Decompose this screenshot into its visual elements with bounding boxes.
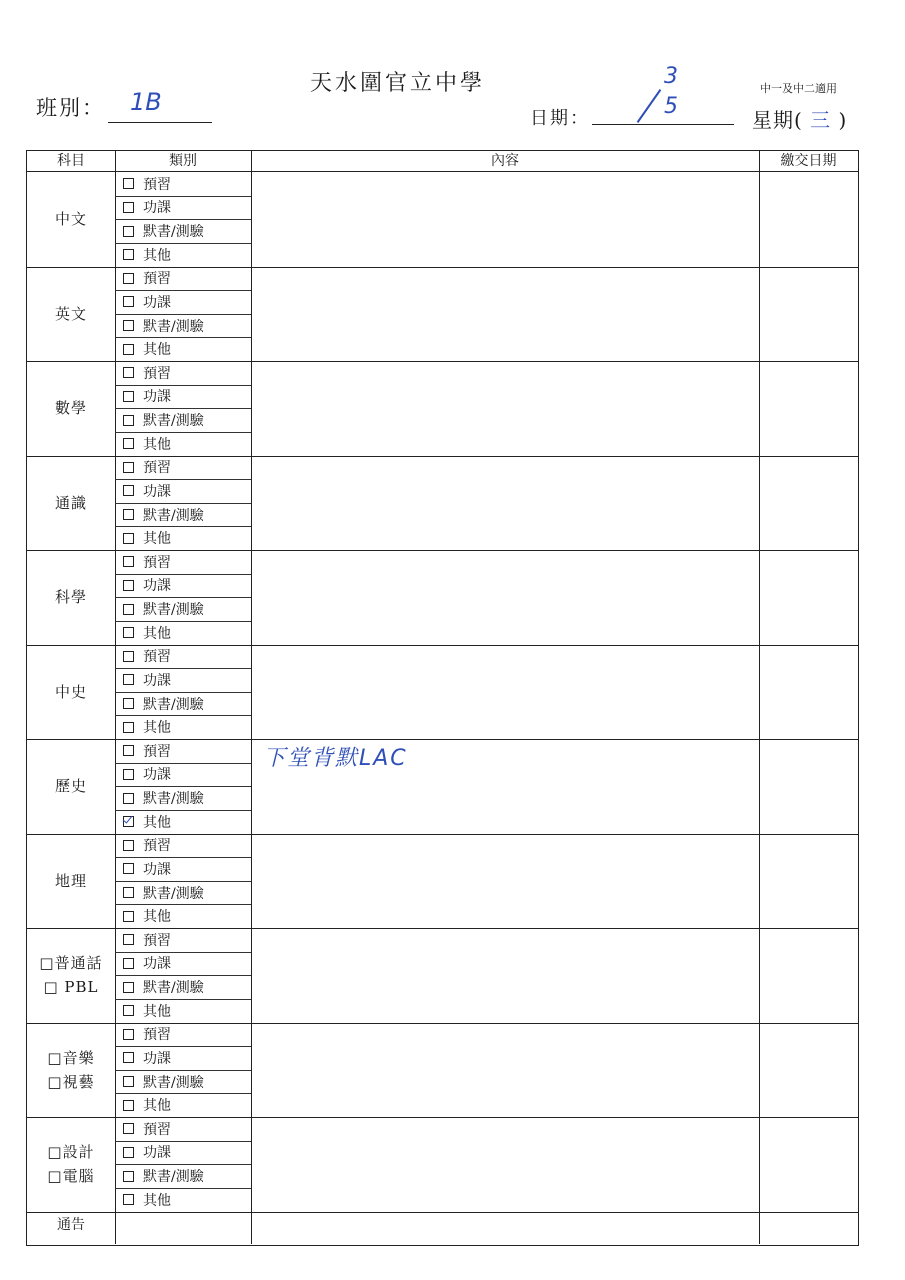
category-option[interactable] <box>123 975 251 999</box>
category-label: 其他 <box>143 436 171 453</box>
category-label: 預習 <box>143 649 171 666</box>
category-divider <box>115 1093 251 1094</box>
category-option[interactable] <box>123 952 251 976</box>
category-label: 功課 <box>143 389 171 406</box>
category-option[interactable] <box>123 645 251 669</box>
category-option[interactable] <box>123 1117 251 1141</box>
category-label: 功課 <box>143 200 171 217</box>
category-option[interactable] <box>123 243 251 267</box>
category-divider <box>115 668 251 669</box>
subject-name-line: □電腦 <box>47 1167 95 1186</box>
category-label: 功課 <box>143 1050 171 1067</box>
checkbox[interactable] <box>123 438 134 449</box>
subject-name-line: 中文 <box>54 210 87 229</box>
category-label: 默書/測驗 <box>143 791 204 808</box>
date-field-line <box>592 124 734 125</box>
class-field-line <box>108 122 212 123</box>
category-label: 功課 <box>143 294 171 311</box>
category-divider <box>115 337 251 338</box>
checkbox[interactable] <box>123 1029 134 1040</box>
category-divider <box>115 621 251 622</box>
category-option[interactable] <box>123 172 251 196</box>
checkbox[interactable] <box>123 273 134 284</box>
checkbox[interactable] <box>123 698 134 709</box>
category-option[interactable] <box>123 408 251 432</box>
checkbox[interactable] <box>123 887 134 898</box>
checkbox[interactable] <box>123 1171 134 1182</box>
subject-name-line: □視藝 <box>47 1072 95 1091</box>
category-option[interactable] <box>123 834 251 858</box>
category-label: 預習 <box>143 1121 171 1138</box>
category-divider <box>115 408 251 409</box>
category-divider <box>115 763 251 764</box>
category-option[interactable] <box>123 196 251 220</box>
category-label: 其他 <box>143 720 171 737</box>
category-option[interactable] <box>123 739 251 763</box>
subject-name <box>27 267 115 362</box>
category-label: 功課 <box>143 956 171 973</box>
subject-name-line: 中史 <box>54 682 87 701</box>
checkbox[interactable] <box>123 863 134 874</box>
checkbox[interactable] <box>123 1052 134 1063</box>
subject-name-line: □ PBL <box>43 978 99 997</box>
category-label: 功課 <box>143 483 171 500</box>
category-divider <box>115 479 251 480</box>
subject-name <box>27 550 115 645</box>
checkbox[interactable] <box>123 533 134 544</box>
date-day[interactable]: 5 <box>664 94 678 119</box>
category-label: 其他 <box>143 625 171 642</box>
category-option[interactable] <box>123 526 251 550</box>
category-label: 其他 <box>143 342 171 359</box>
category-label: 功課 <box>143 861 171 878</box>
category-divider <box>115 526 251 527</box>
checkbox[interactable] <box>123 509 134 520</box>
category-label: 功課 <box>143 672 171 689</box>
category-label: 其他 <box>143 1192 171 1209</box>
category-divider <box>115 1070 251 1071</box>
subject-name-line: 數學 <box>54 399 87 418</box>
date-slash <box>637 89 662 123</box>
category-divider <box>115 574 251 575</box>
subject-name-line: □設計 <box>47 1143 95 1162</box>
category-option[interactable] <box>123 432 251 456</box>
category-divider <box>115 385 251 386</box>
checkbox[interactable] <box>123 674 134 685</box>
category-option[interactable] <box>123 904 251 928</box>
category-divider <box>115 243 251 244</box>
checkbox[interactable] <box>123 580 134 591</box>
category-label: 默書/測驗 <box>143 602 204 619</box>
checkbox[interactable] <box>123 391 134 402</box>
category-option[interactable] <box>123 479 251 503</box>
checkbox[interactable] <box>123 651 134 662</box>
category-divider <box>115 1188 251 1189</box>
checkbox[interactable] <box>123 1100 134 1111</box>
category-option[interactable] <box>123 857 251 881</box>
category-label: 默書/測驗 <box>143 980 204 997</box>
category-divider <box>115 810 251 811</box>
category-divider <box>115 597 251 598</box>
category-option[interactable] <box>123 456 251 480</box>
checkbox[interactable] <box>123 911 134 922</box>
category-label: 默書/測驗 <box>143 318 204 335</box>
category-divider <box>115 999 251 1000</box>
category-divider <box>115 290 251 291</box>
category-divider <box>115 975 251 976</box>
category-divider <box>115 1141 251 1142</box>
subject-name-line: 科學 <box>54 588 87 607</box>
category-option[interactable] <box>123 1141 251 1165</box>
checkbox[interactable] <box>123 556 134 567</box>
category-option[interactable] <box>123 290 251 314</box>
category-option[interactable] <box>123 1188 251 1212</box>
category-option[interactable] <box>123 361 251 385</box>
category-label: 預習 <box>143 838 171 855</box>
category-label: 功課 <box>143 1145 171 1162</box>
date-label: 日期： <box>530 108 590 129</box>
category-label: 預習 <box>143 743 171 760</box>
category-option[interactable] <box>123 810 251 834</box>
category-label: 預習 <box>143 176 171 193</box>
subject-name <box>27 456 115 551</box>
column-header-due-date: 繳交日期 <box>759 151 858 172</box>
category-label: 默書/測驗 <box>143 885 204 902</box>
checkbox[interactable] <box>123 769 134 780</box>
category-option[interactable] <box>123 928 251 952</box>
checkbox[interactable] <box>123 604 134 615</box>
subject-name <box>27 361 115 456</box>
checkbox[interactable] <box>123 627 134 638</box>
category-divider <box>115 1046 251 1047</box>
class-label: 班別： <box>36 96 105 120</box>
checkbox[interactable] <box>123 367 134 378</box>
category-option[interactable] <box>123 763 251 787</box>
category-option[interactable] <box>123 1164 251 1188</box>
category-label: 默書/測驗 <box>143 1169 204 1186</box>
subject-name <box>27 928 115 1023</box>
category-divider <box>115 904 251 905</box>
category-label: 其他 <box>143 909 171 926</box>
category-option[interactable] <box>123 715 251 739</box>
weekday-value[interactable]: 三 <box>810 108 832 132</box>
content-entry[interactable]: 下堂背默LAC <box>263 746 408 771</box>
category-label: 其他 <box>143 1003 171 1020</box>
checkbox[interactable] <box>123 958 134 969</box>
category-label: 默書/測驗 <box>143 1074 204 1091</box>
category-option[interactable] <box>123 1093 251 1117</box>
category-divider <box>115 881 251 882</box>
category-option[interactable] <box>123 668 251 692</box>
subject-name-line: 通識 <box>54 493 87 512</box>
subject-name <box>27 739 115 834</box>
category-option[interactable] <box>123 621 251 645</box>
checkbox[interactable] <box>123 226 134 237</box>
category-option[interactable] <box>123 314 251 338</box>
checkbox[interactable] <box>123 793 134 804</box>
checkbox[interactable] <box>123 840 134 851</box>
subject-name-line: □普通話 <box>39 954 103 973</box>
weekday-label: 星期( <box>752 108 803 132</box>
date-month[interactable]: 3 <box>664 64 678 89</box>
checkbox[interactable] <box>123 249 134 260</box>
checkbox[interactable] <box>123 344 134 355</box>
notice-label: 通告 <box>57 1216 85 1233</box>
category-divider <box>115 715 251 716</box>
category-label: 功課 <box>143 767 171 784</box>
checkbox[interactable] <box>123 1005 134 1016</box>
category-divider <box>115 432 251 433</box>
column-divider <box>759 151 760 1244</box>
category-divider <box>115 952 251 953</box>
category-label: 默書/測驗 <box>143 413 204 430</box>
checkbox[interactable] <box>123 485 134 496</box>
checkbox[interactable] <box>123 296 134 307</box>
category-option[interactable] <box>123 1023 251 1047</box>
category-option[interactable] <box>123 881 251 905</box>
category-option[interactable] <box>123 999 251 1023</box>
subject-name <box>27 645 115 740</box>
category-divider <box>115 786 251 787</box>
category-option[interactable] <box>123 337 251 361</box>
category-option[interactable] <box>123 1070 251 1094</box>
category-option[interactable] <box>123 219 251 243</box>
checkbox[interactable] <box>123 178 134 189</box>
column-divider <box>251 151 252 1244</box>
checkbox[interactable] <box>123 202 134 213</box>
subject-name <box>27 1023 115 1118</box>
weekday-close: ) <box>838 108 848 132</box>
category-label: 默書/測驗 <box>143 224 204 241</box>
category-divider <box>115 857 251 858</box>
column-header-category: 類別 <box>115 151 251 172</box>
category-label: 默書/測驗 <box>143 507 204 524</box>
category-label: 預習 <box>143 271 171 288</box>
category-label: 其他 <box>143 247 171 264</box>
subject-name <box>27 834 115 929</box>
category-divider <box>115 1164 251 1165</box>
category-divider <box>115 692 251 693</box>
checkbox[interactable] <box>123 1076 134 1087</box>
school-name: 天水圍官立中學 <box>310 71 486 96</box>
category-label: 預習 <box>143 460 171 477</box>
checkbox[interactable] <box>123 462 134 473</box>
category-divider <box>115 503 251 504</box>
subject-name <box>27 172 115 267</box>
category-option[interactable] <box>123 574 251 598</box>
column-header-subject: 科目 <box>27 151 115 172</box>
subject-name-line: 英文 <box>54 304 87 323</box>
category-label: 其他 <box>143 814 171 831</box>
homework-table <box>26 150 859 1246</box>
checkbox[interactable] <box>123 415 134 426</box>
checkbox[interactable] <box>123 745 134 756</box>
applicability-note: 中一及中二適用 <box>760 82 837 95</box>
category-option[interactable] <box>123 267 251 291</box>
category-label: 預習 <box>143 932 171 949</box>
checkbox[interactable] <box>123 1194 134 1205</box>
category-option[interactable] <box>123 1046 251 1070</box>
category-option[interactable] <box>123 786 251 810</box>
category-option[interactable] <box>123 550 251 574</box>
category-label: 其他 <box>143 531 171 548</box>
category-divider <box>115 314 251 315</box>
class-field[interactable]: 1B <box>130 88 162 116</box>
category-option[interactable] <box>123 503 251 527</box>
checkbox[interactable] <box>123 934 134 945</box>
subject-name-line: 歷史 <box>54 777 87 796</box>
category-option[interactable] <box>123 385 251 409</box>
category-label: 默書/測驗 <box>143 696 204 713</box>
category-label: 預習 <box>143 554 171 571</box>
checkbox[interactable] <box>123 320 134 331</box>
checkbox[interactable] <box>123 1147 134 1158</box>
category-label: 其他 <box>143 1098 171 1115</box>
category-label: 功課 <box>143 578 171 595</box>
category-divider <box>115 196 251 197</box>
weekday-field[interactable] <box>752 104 847 133</box>
column-header-content: 內容 <box>251 151 759 172</box>
category-option[interactable] <box>123 597 251 621</box>
checked-checkbox[interactable] <box>123 816 134 827</box>
checkbox[interactable] <box>123 982 134 993</box>
column-divider <box>115 151 116 1244</box>
category-label: 預習 <box>143 1027 171 1044</box>
subject-name-line: 地理 <box>54 871 87 890</box>
category-label: 預習 <box>143 365 171 382</box>
checkbox[interactable] <box>123 722 134 733</box>
subject-name-line: □音樂 <box>47 1048 95 1067</box>
checkbox[interactable] <box>123 1123 134 1134</box>
subject-name <box>27 1117 115 1212</box>
subject-divider <box>27 1212 858 1213</box>
category-divider <box>115 219 251 220</box>
category-option[interactable] <box>123 692 251 716</box>
